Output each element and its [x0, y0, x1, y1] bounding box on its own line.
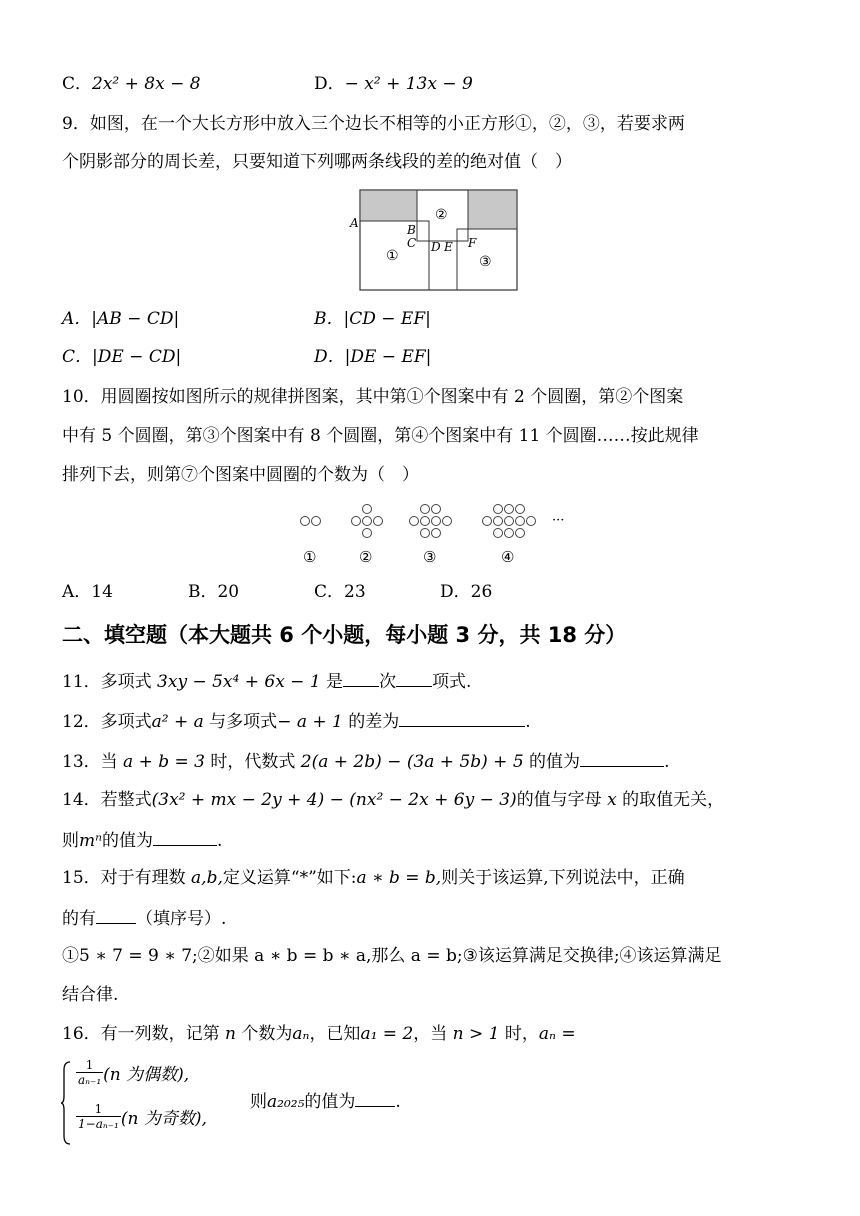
pattern-4	[483, 505, 536, 538]
q10-line3: 排列下去，则第⑦个图案中圆圈的个数为（ ）	[62, 465, 419, 485]
q16-case-1: $\frac{1}{\text{aₙ₋₁}}$ (n 为偶数),	[78, 1058, 190, 1087]
q8-option-c-expr: 2x² + 8x − 8	[92, 74, 201, 94]
q10-option-a: A．14	[62, 582, 113, 602]
q14-line2: 则mⁿ的值为 .	[62, 827, 222, 853]
q16-piecewise	[60, 1058, 420, 1148]
label-d: D	[431, 240, 441, 254]
q9-option-c: C．|DE − CD|	[62, 347, 182, 367]
q14-blank[interactable]	[153, 827, 217, 846]
q8-option-c-label: C．	[62, 74, 93, 94]
q9-option-b: B．|CD − EF|	[314, 309, 431, 329]
q8-option-d-label: D．	[314, 74, 345, 94]
q8-option-d-expr: − x² + 13x − 9	[344, 74, 473, 94]
q16-case-2: $\frac{1}{\text{1−aₙ₋₁}}$ (n 为奇数),	[78, 1102, 207, 1131]
q15-line4: 结合律.	[62, 985, 119, 1005]
q15-line1: 15．对于有理数 a,b,定义运算“*”如下:a ∗ b = b,则关于该运算,下列说法中，正确	[62, 868, 685, 888]
shaded-right	[468, 191, 516, 229]
q11-blank-2[interactable]	[396, 668, 432, 687]
q10-line1: 10．用圆圈按如图所示的规律拼图案，其中第①个图案中有 2 个圆圈，第②个图案	[62, 387, 684, 407]
q12: 12．多项式a² + a 与多项式− a + 1 的差为 .	[62, 708, 531, 734]
label-sq1: ①	[386, 248, 399, 264]
q11-blank-1[interactable]	[343, 668, 379, 687]
pattern-label-1: ①	[303, 548, 317, 566]
pattern-label-3: ③	[423, 548, 437, 566]
section-2-title: 二、填空题（本大题共 6 个小题，每小题 3 分，共 18 分）	[62, 623, 627, 647]
q9-option-a: A．|AB − CD|	[62, 309, 180, 329]
shaded-left	[361, 191, 417, 221]
pattern-3	[410, 505, 452, 538]
pattern-2	[352, 505, 383, 538]
q10-option-d: D．26	[440, 582, 493, 602]
q9-figure	[340, 185, 522, 295]
q9-option-d: D．|DE − EF|	[314, 347, 432, 367]
pattern-ellipsis: ···	[552, 513, 565, 528]
label-a: A	[350, 216, 359, 230]
q16-question: 则a₂₀₂₅的值为 .	[250, 1088, 401, 1114]
pattern-label-4: ④	[501, 548, 515, 566]
left-brace-icon	[60, 1060, 72, 1146]
q16-line1: 16．有一列数，记第 n 个数为aₙ，已知a₁ = 2，当 n > 1 时，aₙ =	[62, 1024, 576, 1044]
pattern-1	[301, 517, 321, 526]
label-f: F	[468, 236, 477, 250]
q10-option-b: B．20	[188, 582, 240, 602]
q15-line3: ①5 ∗ 7 = 9 ∗ 7;②如果 a ∗ b = b ∗ a,那么 a = b;③该运算满足交换律;④该运算满足	[62, 946, 722, 966]
q8-option-c	[62, 72, 201, 96]
label-c: C	[407, 236, 417, 250]
q8-option-d	[314, 72, 473, 96]
q14-line1: 14．若整式(3x² + mx − 2y + 4) − (nx² − 2x + 6y − 3)的值与字母 x 的取值无关，	[62, 790, 725, 810]
q11: 11．多项式 3xy − 5x⁴ + 6x − 1 是 次 项式.	[62, 668, 471, 694]
q9-line2: 个阴影部分的周长差，只要知道下列哪两条线段的差的绝对值（ ）	[62, 152, 572, 172]
q15-line2: 的有 （填序号）.	[62, 905, 226, 931]
pattern-label-2: ②	[359, 548, 373, 566]
q10-pattern-figure	[290, 498, 580, 570]
label-sq2: ②	[435, 207, 448, 223]
label-b: B	[407, 223, 416, 237]
q15-blank[interactable]	[96, 905, 136, 924]
q10-option-c: C．23	[314, 582, 366, 602]
q10-line2: 中有 5 个圆圈，第③个图案中有 8 个圆圈，第④个图案中有 11 个圆圈……按此规律	[62, 426, 699, 446]
q9-line1: 9．如图，在一个大长方形中放入三个边长不相等的小正方形①，②，③，若要求两	[62, 114, 685, 134]
label-e: E	[444, 240, 453, 254]
q16-blank[interactable]	[355, 1088, 395, 1107]
label-sq3: ③	[479, 254, 492, 270]
q13: 13．当 a + b = 3 时，代数式 2(a + 2b) − (3a + 5b) + 5 的值为 .	[62, 748, 669, 774]
q13-blank[interactable]	[580, 748, 664, 767]
q12-blank[interactable]	[399, 708, 525, 727]
